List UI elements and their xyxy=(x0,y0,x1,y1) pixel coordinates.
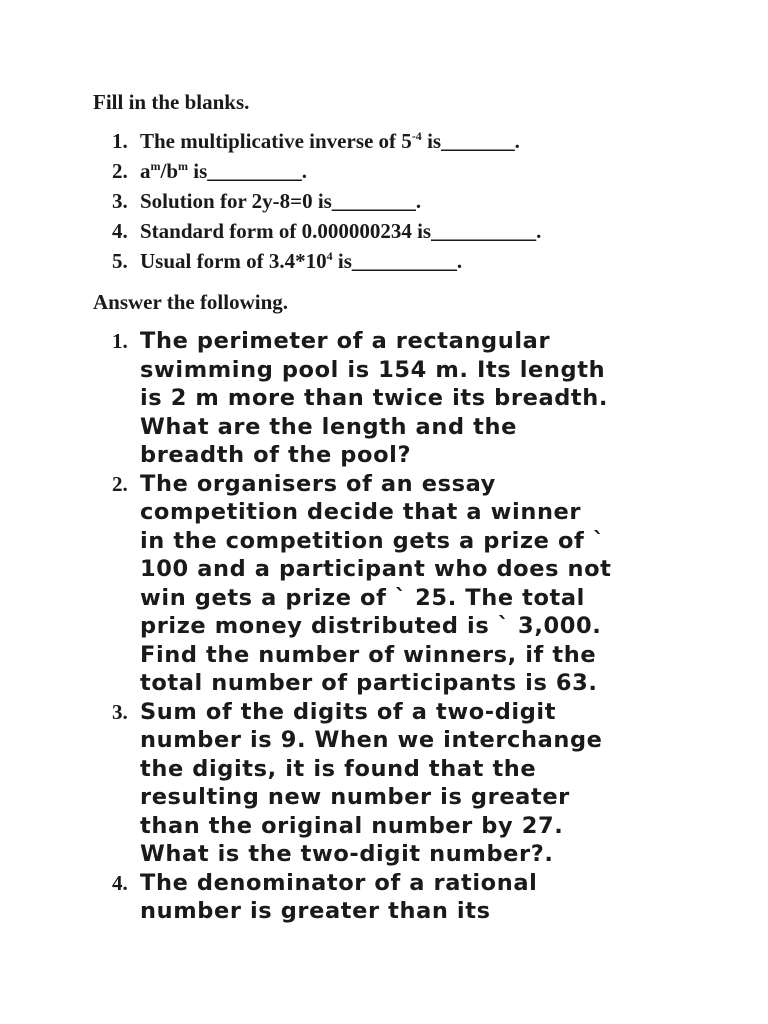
fill-blanks-heading: Fill in the blanks. xyxy=(93,90,250,114)
item-number: 2. xyxy=(112,471,128,496)
text-part: is__________. xyxy=(332,249,463,273)
text-part: /b xyxy=(160,159,179,183)
list-item xyxy=(112,186,541,216)
text-part: is_______. xyxy=(421,129,520,153)
answer-list xyxy=(112,327,692,926)
list-item xyxy=(112,869,692,926)
answer-following-heading: Answer the following. xyxy=(93,290,289,314)
text-part: a xyxy=(140,159,151,183)
item-text xyxy=(140,246,462,276)
text-part: The multiplicative inverse of 5 xyxy=(140,129,412,153)
item-number: 4. xyxy=(112,870,128,895)
list-item xyxy=(112,216,541,246)
list-item xyxy=(112,327,692,470)
exponent: -4 xyxy=(411,129,422,143)
exponent: m xyxy=(150,159,161,173)
item-text: Solution for 2y-8=0 is________. xyxy=(140,189,422,213)
list-item xyxy=(112,246,541,276)
fill-blanks-list xyxy=(112,126,541,276)
text-part: is_________. xyxy=(188,159,308,183)
item-number: 4. xyxy=(112,219,128,243)
list-item xyxy=(112,156,541,186)
question-text: The organisers of an essay competition decide that a winner in the competition gets a prize of ` 100 and a participant who does not win gets a prize of ` 25. The total prize money distributed is ` 3,000. Find the number of winners, if the total number of participants is 63. xyxy=(140,470,612,696)
list-item xyxy=(112,126,541,156)
exponent: 4 xyxy=(326,249,333,263)
item-number: 5. xyxy=(112,249,128,273)
list-item xyxy=(112,470,692,698)
item-number: 1. xyxy=(112,129,128,153)
item-text: Standard form of 0.000000234 is__________. xyxy=(140,219,542,243)
question-text: The denominator of a rational number is greater than its xyxy=(140,869,538,924)
exponent: m xyxy=(178,159,189,173)
question-text: Sum of the digits of a two-digit number is 9. When we interchange the digits, it is found that the resulting new number is greater than the original number by 27. What is the two-digit number?. xyxy=(140,698,603,867)
item-number: 2. xyxy=(112,159,128,183)
question-text: The perimeter of a rectangular swimming pool is 154 m. Its length is 2 m more than twice its breadth. What are the length and the breadth of the pool? xyxy=(140,328,609,468)
item-number: 1. xyxy=(112,329,128,353)
item-text xyxy=(140,156,307,186)
list-item xyxy=(112,698,692,869)
text-part: Usual form of 3.4*10 xyxy=(140,249,327,273)
item-number: 3. xyxy=(112,189,128,213)
item-text xyxy=(140,126,520,156)
item-number: 3. xyxy=(112,699,128,724)
